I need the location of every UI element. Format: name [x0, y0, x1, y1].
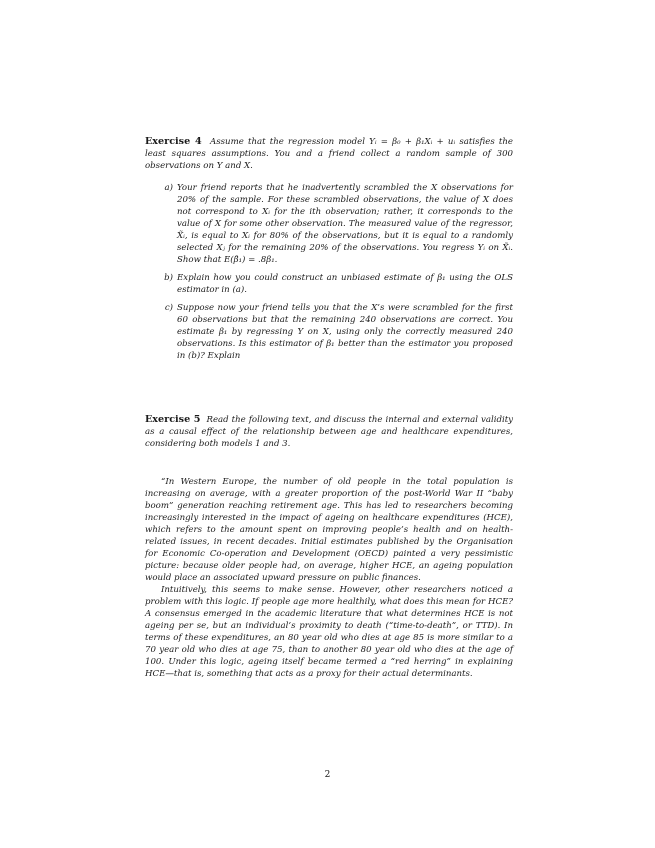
exercise-4-item-b	[145, 272, 513, 296]
item-text: Suppose now your friend tells you that the X’s were scrambled for the first 60 observations but that the remaining 240 observations are correct. You estimate β₁ by regressing Y on X, using only the correctly measured 240 observations. Is this estimator of β₁ better than the estimator you proposed in (b)? Explain	[177, 303, 513, 361]
quoted-text	[145, 476, 513, 680]
exercise-5-label: Exercise 5	[145, 414, 201, 425]
exercise-4-items	[145, 182, 513, 368]
item-label: b)	[164, 273, 173, 283]
exercise-5-intro	[145, 414, 513, 450]
item-label: c)	[164, 303, 173, 313]
quote-paragraph: “In Western Europe, the number of old people in the total population is increasing on average, with a greater proportion of the post-World War II “baby boom” generation reaching retirement age. This has led to researchers becoming increasingly interested in the impact of ageing on healthcare expenditures (HCE), which refers to the amount spent on improving people’s health and on health-related issues, in recent decades. Initial estimates published by the Organisation for Economic Co-operation and Development (OECD) painted a very pessimistic picture: because older people had, on average, higher HCE, an ageing population would place an associated upward pressure on public finances.	[145, 477, 513, 583]
page-number: 2	[324, 770, 331, 780]
exercise-4-intro	[145, 136, 513, 172]
item-text: Your friend reports that he inadvertently scrambled the X observations for 20% of the sample. For these scrambled observations, the value of X does not correspond to Xᵢ for the ith observation; rather, it corresponds to the value of X for some other observation. The measured value of the regressor, X̃ᵢ, is equal to Xᵢ for 80% of the observations, but it is equal to a randomly selected Xⱼ for the remaining 20% of the observations. You regress Yᵢ on X̃ᵢ. Show that E(β̂₁) = .8β₁.	[177, 183, 513, 265]
exercise-4-item-a	[145, 182, 513, 266]
exercise-4-label: Exercise 4	[145, 136, 202, 147]
item-text: Explain how you could construct an unbiased estimate of β₁ using the OLS estimator in (a).	[177, 273, 513, 295]
exercise-4-text: Assume that the regression model Yᵢ = β₀ + β₁Xᵢ + uᵢ satisfies the least squares assumptions. You and a friend collect a random sample of 300 observations on Y and X.	[145, 137, 513, 171]
quote-paragraph: Intuitively, this seems to make sense. However, other researchers noticed a problem with this logic. If people age more healthily, what does this mean for HCE? A consensus emerged in the academic literature that what determines HCE is not ageing per se, but an individual’s proximity to death (“time-to-death”, or TTD). In terms of these expenditures, an 80 year old who dies at age 85 is more similar to a 70 year old who dies at age 75, than to another 80 year old who dies at the age of 100. Under this logic, ageing itself became termed a “red herring” in explaining HCE—that is, something that acts as a proxy for their actual determinants.	[145, 585, 513, 679]
exercise-5-text: Read the following text, and discuss the internal and external validity as a causal effect of the relationship between age and healthcare expenditures, considering both models 1 and 3.	[145, 415, 513, 449]
item-label: a)	[164, 183, 173, 193]
exercise-4-item-c	[145, 302, 513, 362]
